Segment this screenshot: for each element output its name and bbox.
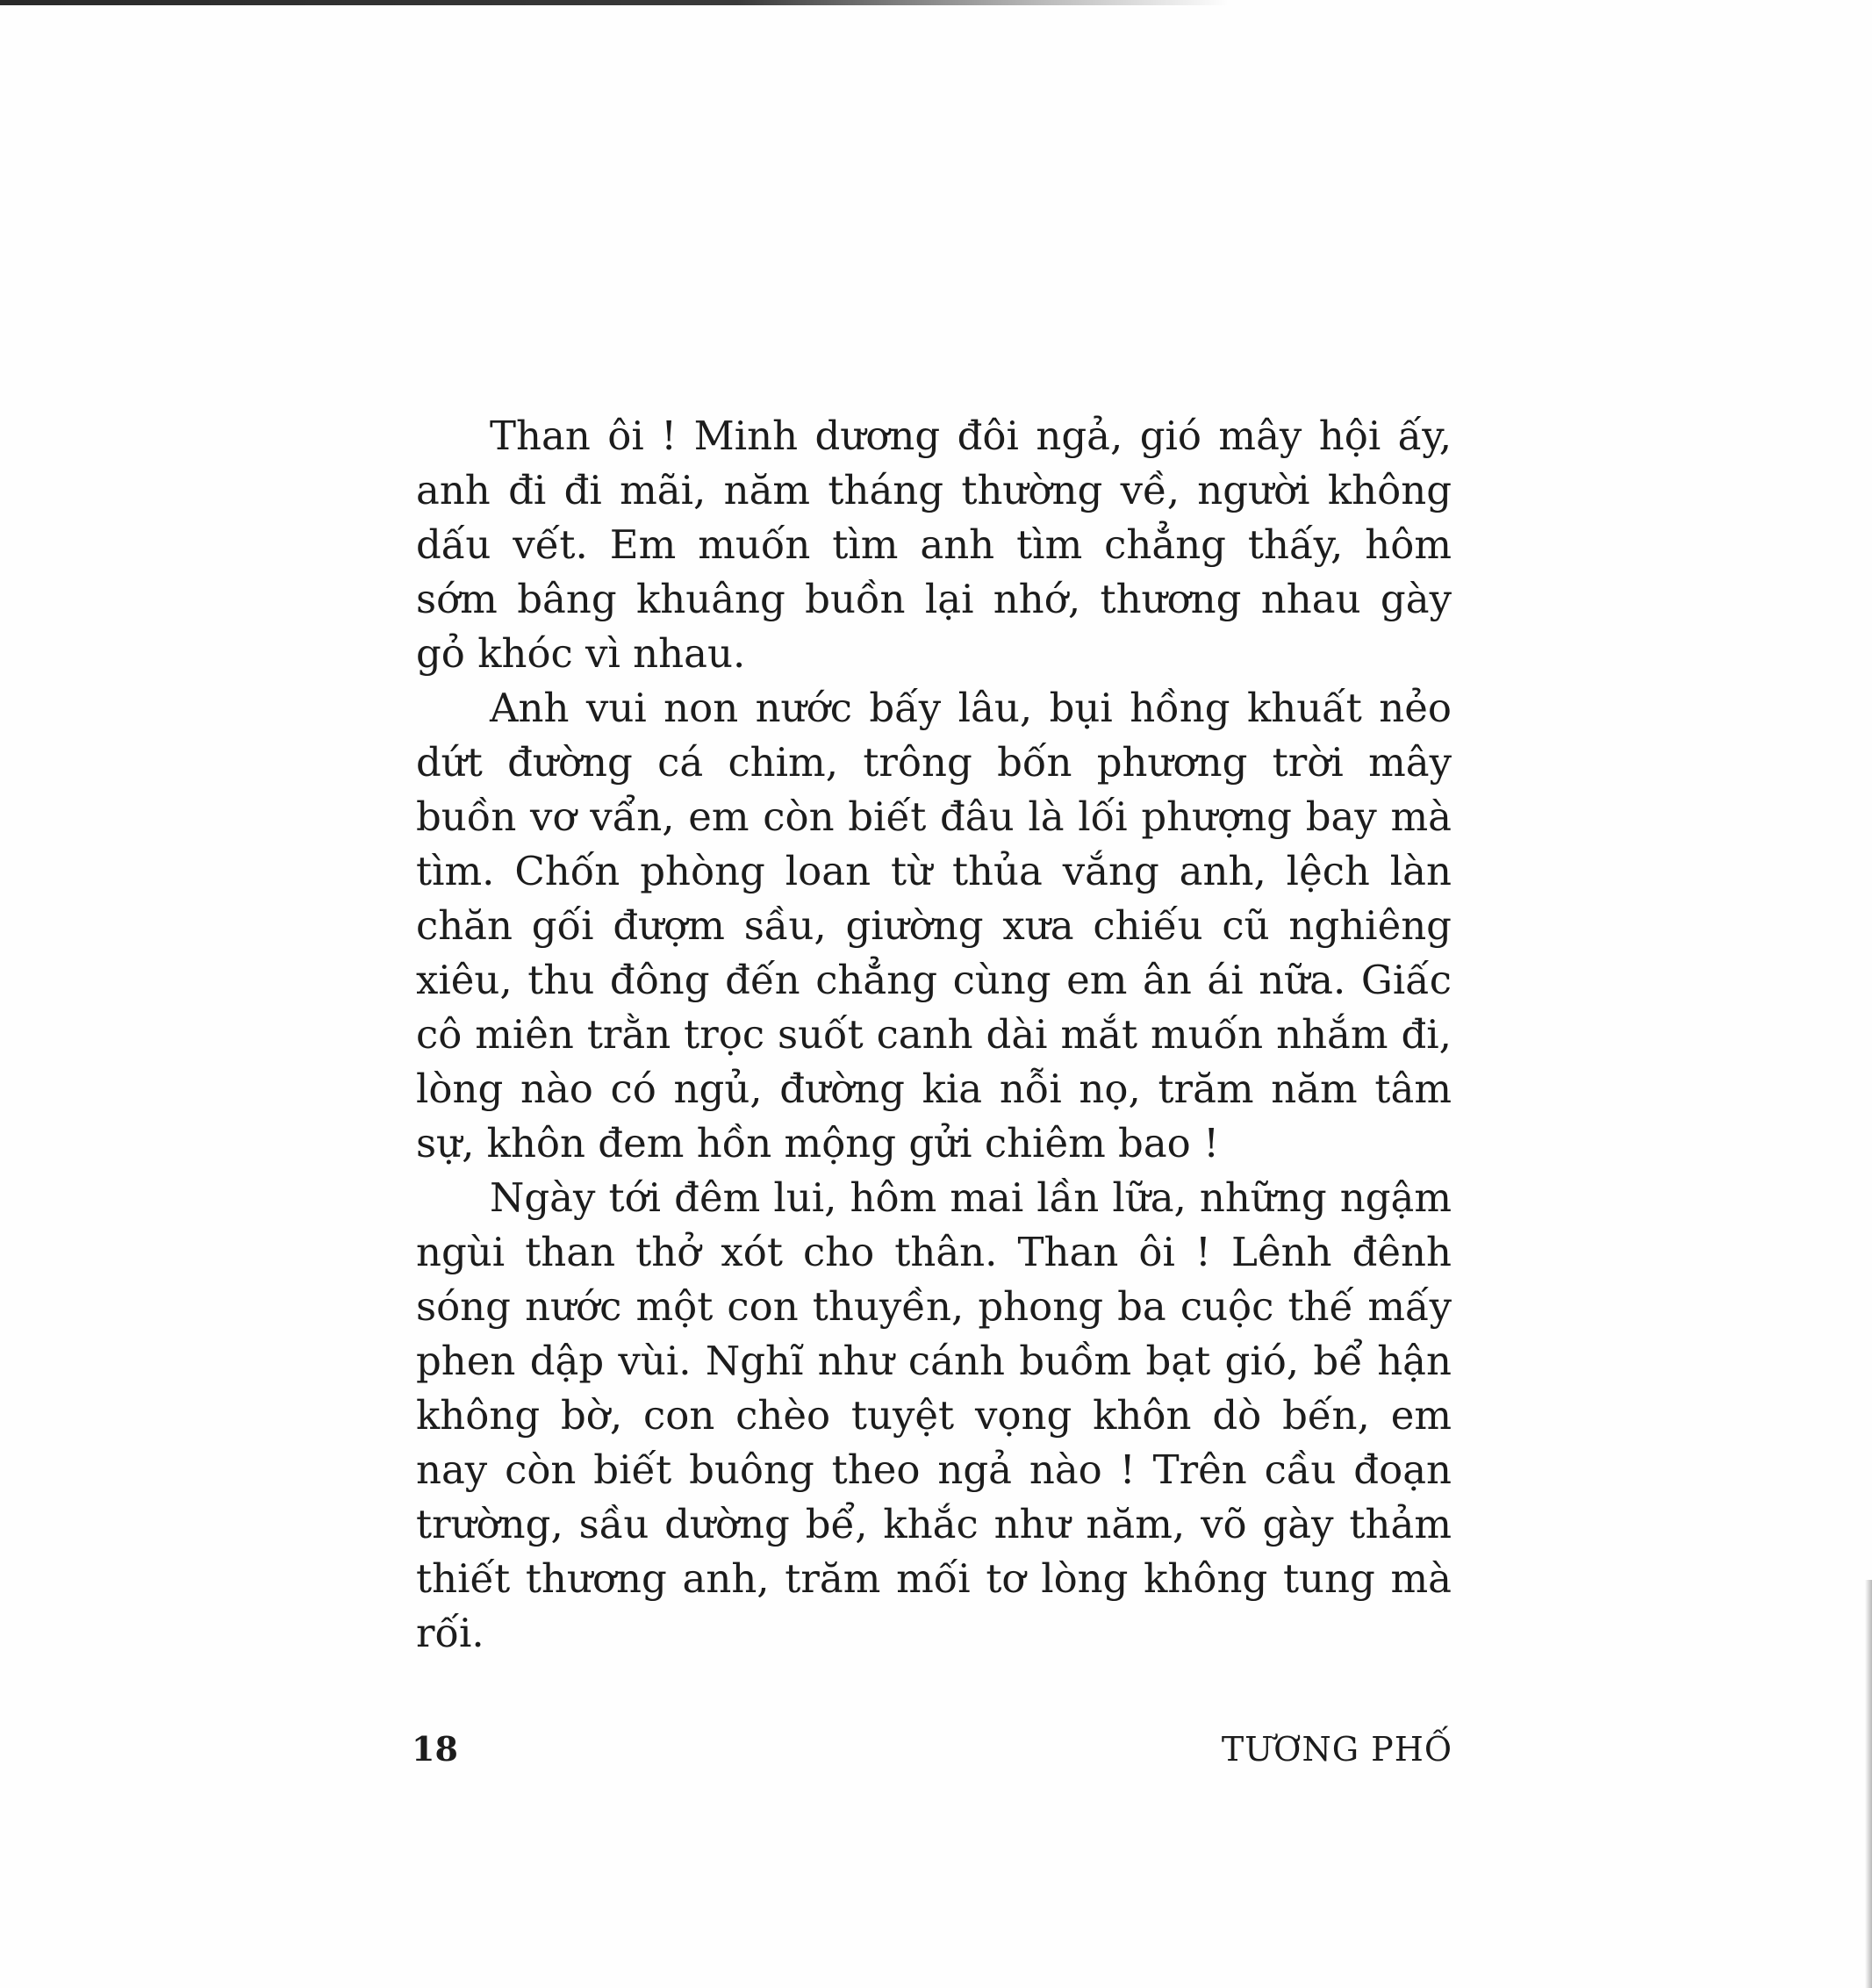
running-title: TƯƠNG PHỐ bbox=[1221, 1730, 1452, 1769]
page-number: 18 bbox=[412, 1729, 458, 1769]
page-footer bbox=[412, 1729, 1452, 1769]
paragraph: Than ôi ! Minh dương đôi ngả, gió mây hội ấy, anh đi đi mãi, năm tháng thường về, người không dấu vết. Em muốn tìm anh tìm chẳng thấy, hôm sớm bâng khuâng buồn lại nhớ, thương nhau gày gỏ khóc vì nhau. bbox=[416, 413, 1452, 677]
scan-edge-top bbox=[0, 0, 1229, 5]
body-text bbox=[416, 409, 1452, 1661]
paragraph: Ngày tới đêm lui, hôm mai lần lữa, những ngậm ngùi than thở xót cho thân. Than ôi ! Lênh đênh sóng nước một con thuyền, phong ba cuộc thế mấy phen dập vùi. Nghĩ như cánh buồm bạt gió, bể hận không bờ, con chèo tuyệt vọng khôn dò bến, em nay còn biết buông theo ngả nào ! Trên cầu đoạn trường, sầu dường bể, khắc như năm, võ gày thảm thiết thương anh, trăm mối tơ lòng không tung mà rối. bbox=[416, 1174, 1452, 1656]
scan-edge-right bbox=[1865, 1580, 1872, 1988]
paragraph: Anh vui non nước bấy lâu, bụi hồng khuất nẻo dứt đường cá chim, trông bốn phương trời mây buồn vơ vẩn, em còn biết đâu là lối phượng bay mà tìm. Chốn phòng loan từ thủa vắng anh, lệch làn chăn gối đượm sầu, giường xưa chiếu cũ nghiêng xiêu, thu đông đến chẳng cùng em ân ái nữa. Giấc cô miên trằn trọc suốt canh dài mắt muốn nhắm đi, lòng nào có ngủ, đường kia nỗi nọ, trăm năm tâm sự, khôn đem hồn mộng gửi chiêm bao ! bbox=[416, 685, 1452, 1166]
